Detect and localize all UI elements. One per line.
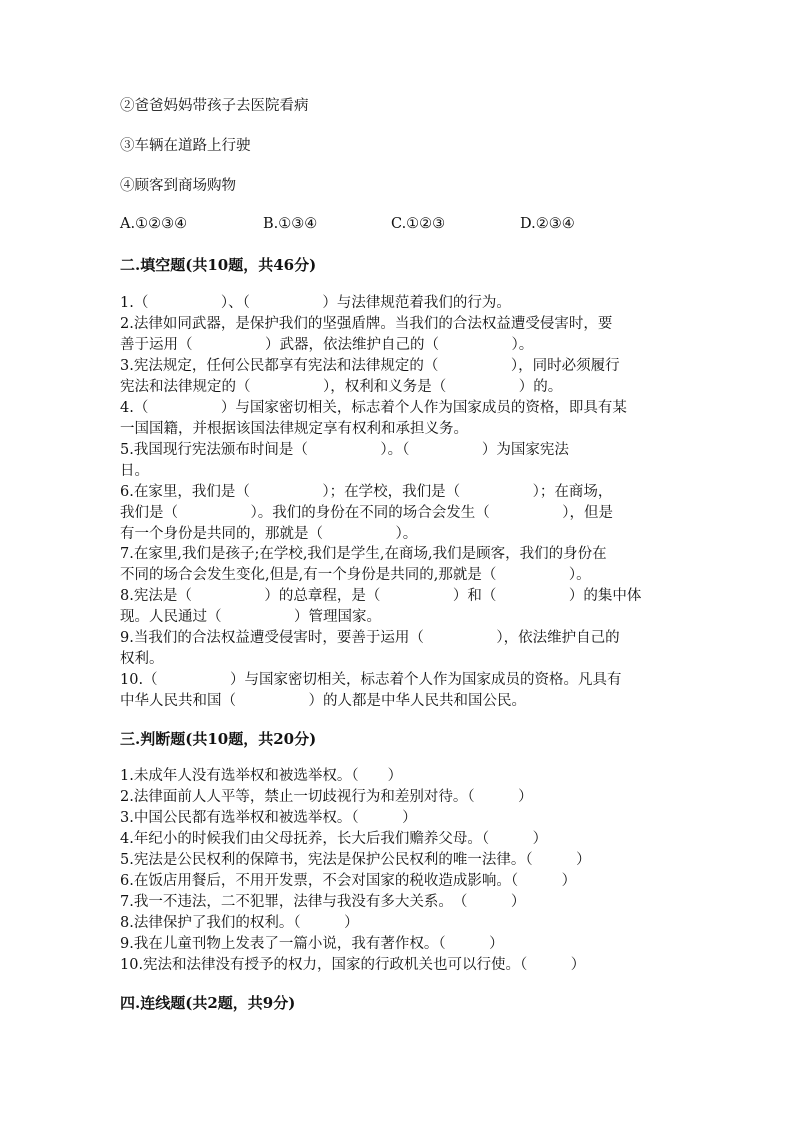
fill-line: 中华人民共和国（ ）的人都是中华人民共和国公民。: [120, 693, 526, 709]
option-c: C.①②③: [391, 216, 446, 232]
fill-line: 权利。: [120, 651, 164, 667]
judge-line: 4.年纪小的时候我们由父母抚养，长大后我们赡养父母。（ ）: [120, 831, 548, 847]
option-d: D.②③④: [520, 216, 575, 232]
choice-item-4: ④顾客到商场购物: [120, 178, 236, 194]
fill-line: 4.（ ）与国家密切相关，标志着个人作为国家成员的资格，即具有某: [120, 400, 627, 416]
fill-line: 9.当我们的合法权益遭受侵害时，要善于运用（ ），依法维护自己的: [120, 630, 620, 646]
fill-line: 6.在家里，我们是（ ）；在学校，我们是（ ）；在商场，: [120, 484, 613, 500]
judge-line: 5.宪法是公民权利的保障书，宪法是保护公民权利的唯一法律。（ ）: [120, 852, 591, 868]
judge-line: 1.未成年人没有选举权和被选举权。（ ）: [120, 768, 403, 784]
judge-line: 7.我一不违法，二不犯罪，法律与我没有多大关系。 （ ）: [120, 894, 526, 910]
fill-line: 善于运用（ ）武器，依法维护自己的（ ）。: [120, 337, 534, 353]
judge-line: 9.我在儿童刊物上发表了一篇小说，我有著作权。（ ）: [120, 936, 504, 952]
judge-line: 6.在饭店用餐后，不用开发票，不会对国家的税收造成影响。（ ）: [120, 873, 577, 889]
fill-line: 一国国籍，并根据该国法律规定享有权利和承担义务。: [120, 421, 468, 437]
fill-line: 我们是（ ）。我们的身份在不同的场合会发生（ ），但是: [120, 505, 613, 521]
judge-line: 2.法律面前人人平等，禁止一切歧视行为和差别对待。（ ）: [120, 789, 533, 805]
fill-line: 现。人民通过（ ）管理国家。: [120, 609, 381, 625]
fill-line: 10.（ ）与国家密切相关，标志着个人作为国家成员的资格。凡具有: [120, 672, 622, 688]
fill-line: 有一个身份是共同的，那就是（ ）。: [120, 526, 418, 542]
fill-line: 5.我国现行宪法颁布时间是（ ）。（ ）为国家宪法: [120, 442, 569, 458]
choice-item-3: ③车辆在道路上行驶: [120, 138, 251, 154]
option-a: A.①②③④: [120, 216, 188, 232]
section-heading-fill-in: 二.填空题(共10题，共46分): [120, 256, 317, 274]
choice-item-2: ②爸爸妈妈带孩子去医院看病: [120, 98, 309, 114]
fill-line: 不同的场合会发生变化,但是,有一个身份是共同的,那就是（ ）。: [120, 567, 591, 583]
fill-line: 2.法律如同武器，是保护我们的坚强盾牌。当我们的合法权益遭受侵害时，要: [120, 316, 613, 332]
fill-line: 8.宪法是（ ）的总章程，是（ ）和（ ）的集中体: [120, 588, 642, 604]
fill-line: 宪法和法律规定的（ ），权利和义务是（ ）的。: [120, 379, 563, 395]
fill-line: 日。: [120, 463, 149, 479]
judge-line: 3.中国公民都有选举权和被选举权。（ ）: [120, 810, 417, 826]
judge-line: 8.法律保护了我们的权利。（ ）: [120, 915, 359, 931]
judge-line: 10.宪法和法律没有授予的权力，国家的行政机关也可以行使。（ ）: [120, 957, 586, 973]
option-b: B.①③④: [263, 216, 318, 232]
fill-line: 3.宪法规定，任何公民都享有宪法和法律规定的（ ），同时必须履行: [120, 358, 620, 374]
fill-line: 7.在家里,我们是孩子;在学校,我们是学生,在商场,我们是顾客，我们的身份在: [120, 546, 607, 562]
fill-line: 1.（ ）、（ ）与法律规范着我们的行为。: [120, 295, 511, 311]
section-heading-matching: 四.连线题(共2题，共9分): [120, 994, 296, 1012]
section-heading-true-false: 三.判断题(共10题，共20分): [120, 730, 317, 748]
